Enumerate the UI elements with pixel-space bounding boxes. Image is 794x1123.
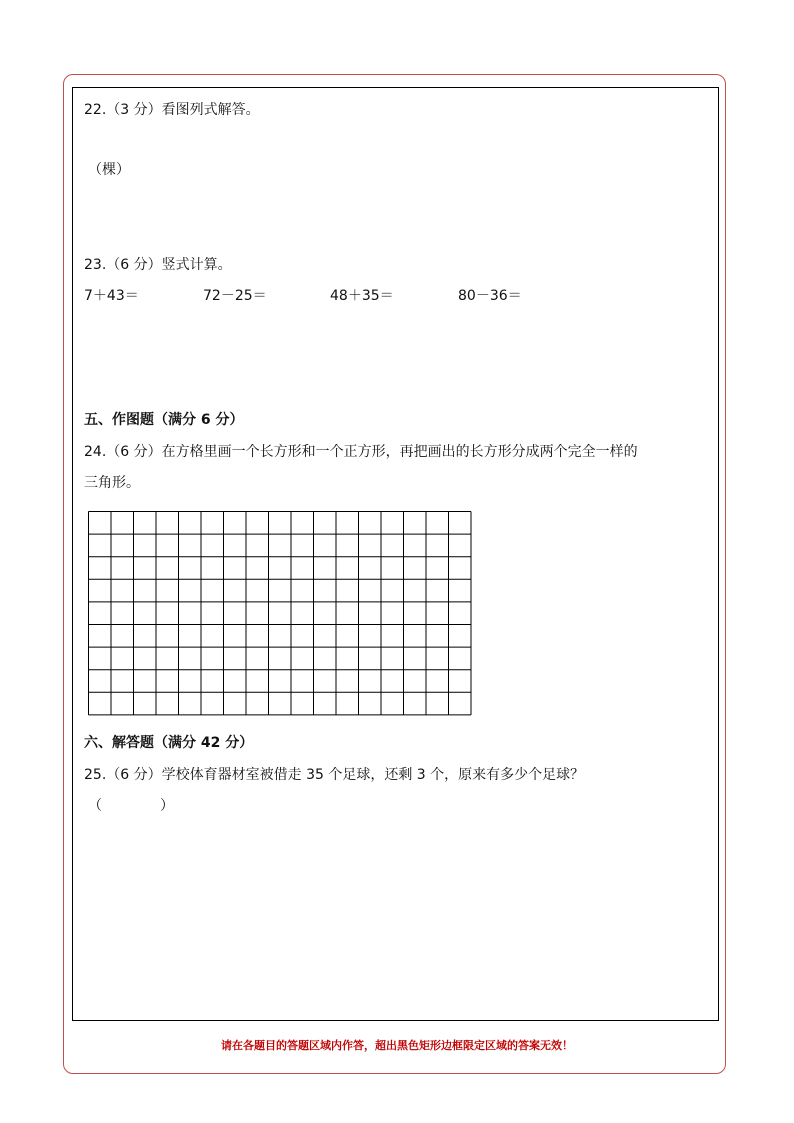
problem-3: 48＋35＝ bbox=[330, 288, 394, 304]
question-24-text-line2: 三角形。 bbox=[84, 475, 140, 491]
problem-2: 72－25＝ bbox=[203, 288, 267, 304]
problem-1: 7＋43＝ bbox=[84, 288, 139, 304]
question-22-title: 22.（3 分）看图列式解答。 bbox=[84, 102, 260, 118]
drawing-grid[interactable] bbox=[88, 511, 472, 716]
answer-paren-close: ） bbox=[160, 798, 174, 814]
question-25-text: 25.（6 分）学校体育器材室被借走 35 个足球，还剩 3 个，原来有多少个足球？ bbox=[84, 767, 585, 783]
footer-notice: 请在各题目的答题区域内作答，超出黑色矩形边框限定区域的答案无效！ bbox=[221, 1039, 573, 1052]
answer-paren-open: （ bbox=[88, 798, 102, 814]
question-23-title: 23.（6 分）竖式计算。 bbox=[84, 257, 232, 273]
question-22-unit: （棵） bbox=[88, 162, 130, 178]
section-5-heading: 五、作图题（满分 6 分） bbox=[84, 412, 244, 428]
section-6-heading: 六、解答题（满分 42 分） bbox=[84, 735, 254, 751]
question-24-text-line1: 24.（6 分）在方格里画一个长方形和一个正方形，再把画出的长方形分成两个完全一样的 bbox=[84, 444, 638, 460]
problem-4: 80－36＝ bbox=[458, 288, 522, 304]
